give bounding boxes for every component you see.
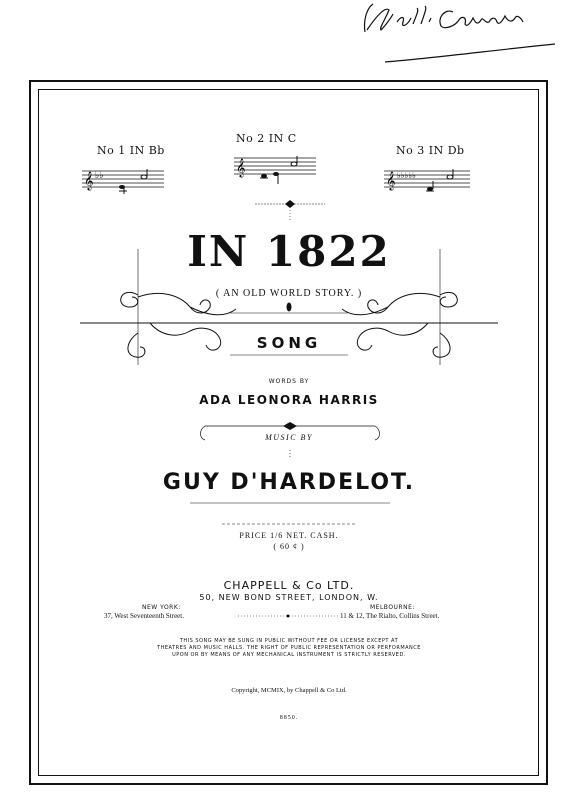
music-staff-2 (234, 152, 316, 186)
subtitle: ( AN OLD WORLD STORY. ) (215, 288, 363, 299)
music-staff-3 (384, 165, 470, 195)
svg-text:𝄞: 𝄞 (236, 158, 246, 177)
small-ornament-icon (255, 196, 325, 224)
notice-line: THEATRES AND MUSIC HALLS. THE RIGHT OF PUBLIC REPRESENTATION OR PERFORMANCE (157, 645, 421, 651)
svg-text:♭♭♭♭♭: ♭♭♭♭♭ (397, 171, 416, 180)
copyright-line: Copyright, MCMIX, by Chappell & Co Ltd. (231, 687, 347, 694)
melbourne-label: MELBOURNE: (370, 604, 415, 611)
new-york-label: NEW YORK: (142, 604, 181, 611)
publisher-address: 50, NEW BOND STREET, LONDON, W. (199, 593, 379, 602)
notice-line: THIS SONG MAY BE SUNG IN PUBLIC WITHOUT FEE OR LICENSE EXCEPT AT (179, 638, 399, 644)
notice-line: UPON OR BY MEANS OF ANY MECHANICAL INSTRUMENT IS STRICTLY RESERVED. (172, 652, 406, 658)
composer-name: GUY D'HARDELOT. (162, 470, 416, 495)
music-staff-1 (82, 165, 164, 195)
svg-text:𝄞: 𝄞 (386, 171, 396, 190)
price-text: PRICE 1/6 NET. CASH. (239, 531, 339, 540)
svg-text:♭♭: ♭♭ (95, 171, 104, 181)
song-title: IN 1822 (187, 227, 391, 276)
words-by-label: WORDS BY (268, 378, 310, 385)
office-divider (238, 613, 338, 619)
decorative-scroll-ornament (40, 235, 538, 375)
handwritten-signature (345, 0, 575, 70)
price-rule (222, 522, 356, 526)
composer-rule (190, 500, 390, 506)
key-label-3: No 3 IN Db (396, 144, 465, 157)
price-cents: ( 60 ¢ ) (273, 542, 305, 551)
svg-text:𝄞: 𝄞 (84, 171, 94, 190)
key-label-2: No 2 IN C (236, 132, 297, 145)
performance-notice (0, 638, 578, 659)
plate-number: 8850. (279, 715, 299, 721)
new-york-address: 37, West Seventeenth Street. (104, 612, 184, 620)
music-by-label: MUSIC BY (265, 433, 313, 442)
song-label: SONG (256, 334, 322, 352)
key-label-1: No 1 IN Bb (97, 144, 165, 157)
lyricist-name: ADA LEONORA HARRIS (199, 393, 379, 407)
melbourne-address: 11 & 12, The Rialto, Collins Street. (340, 612, 440, 620)
publisher-name: CHAPPELL & Co LTD. (223, 579, 355, 592)
